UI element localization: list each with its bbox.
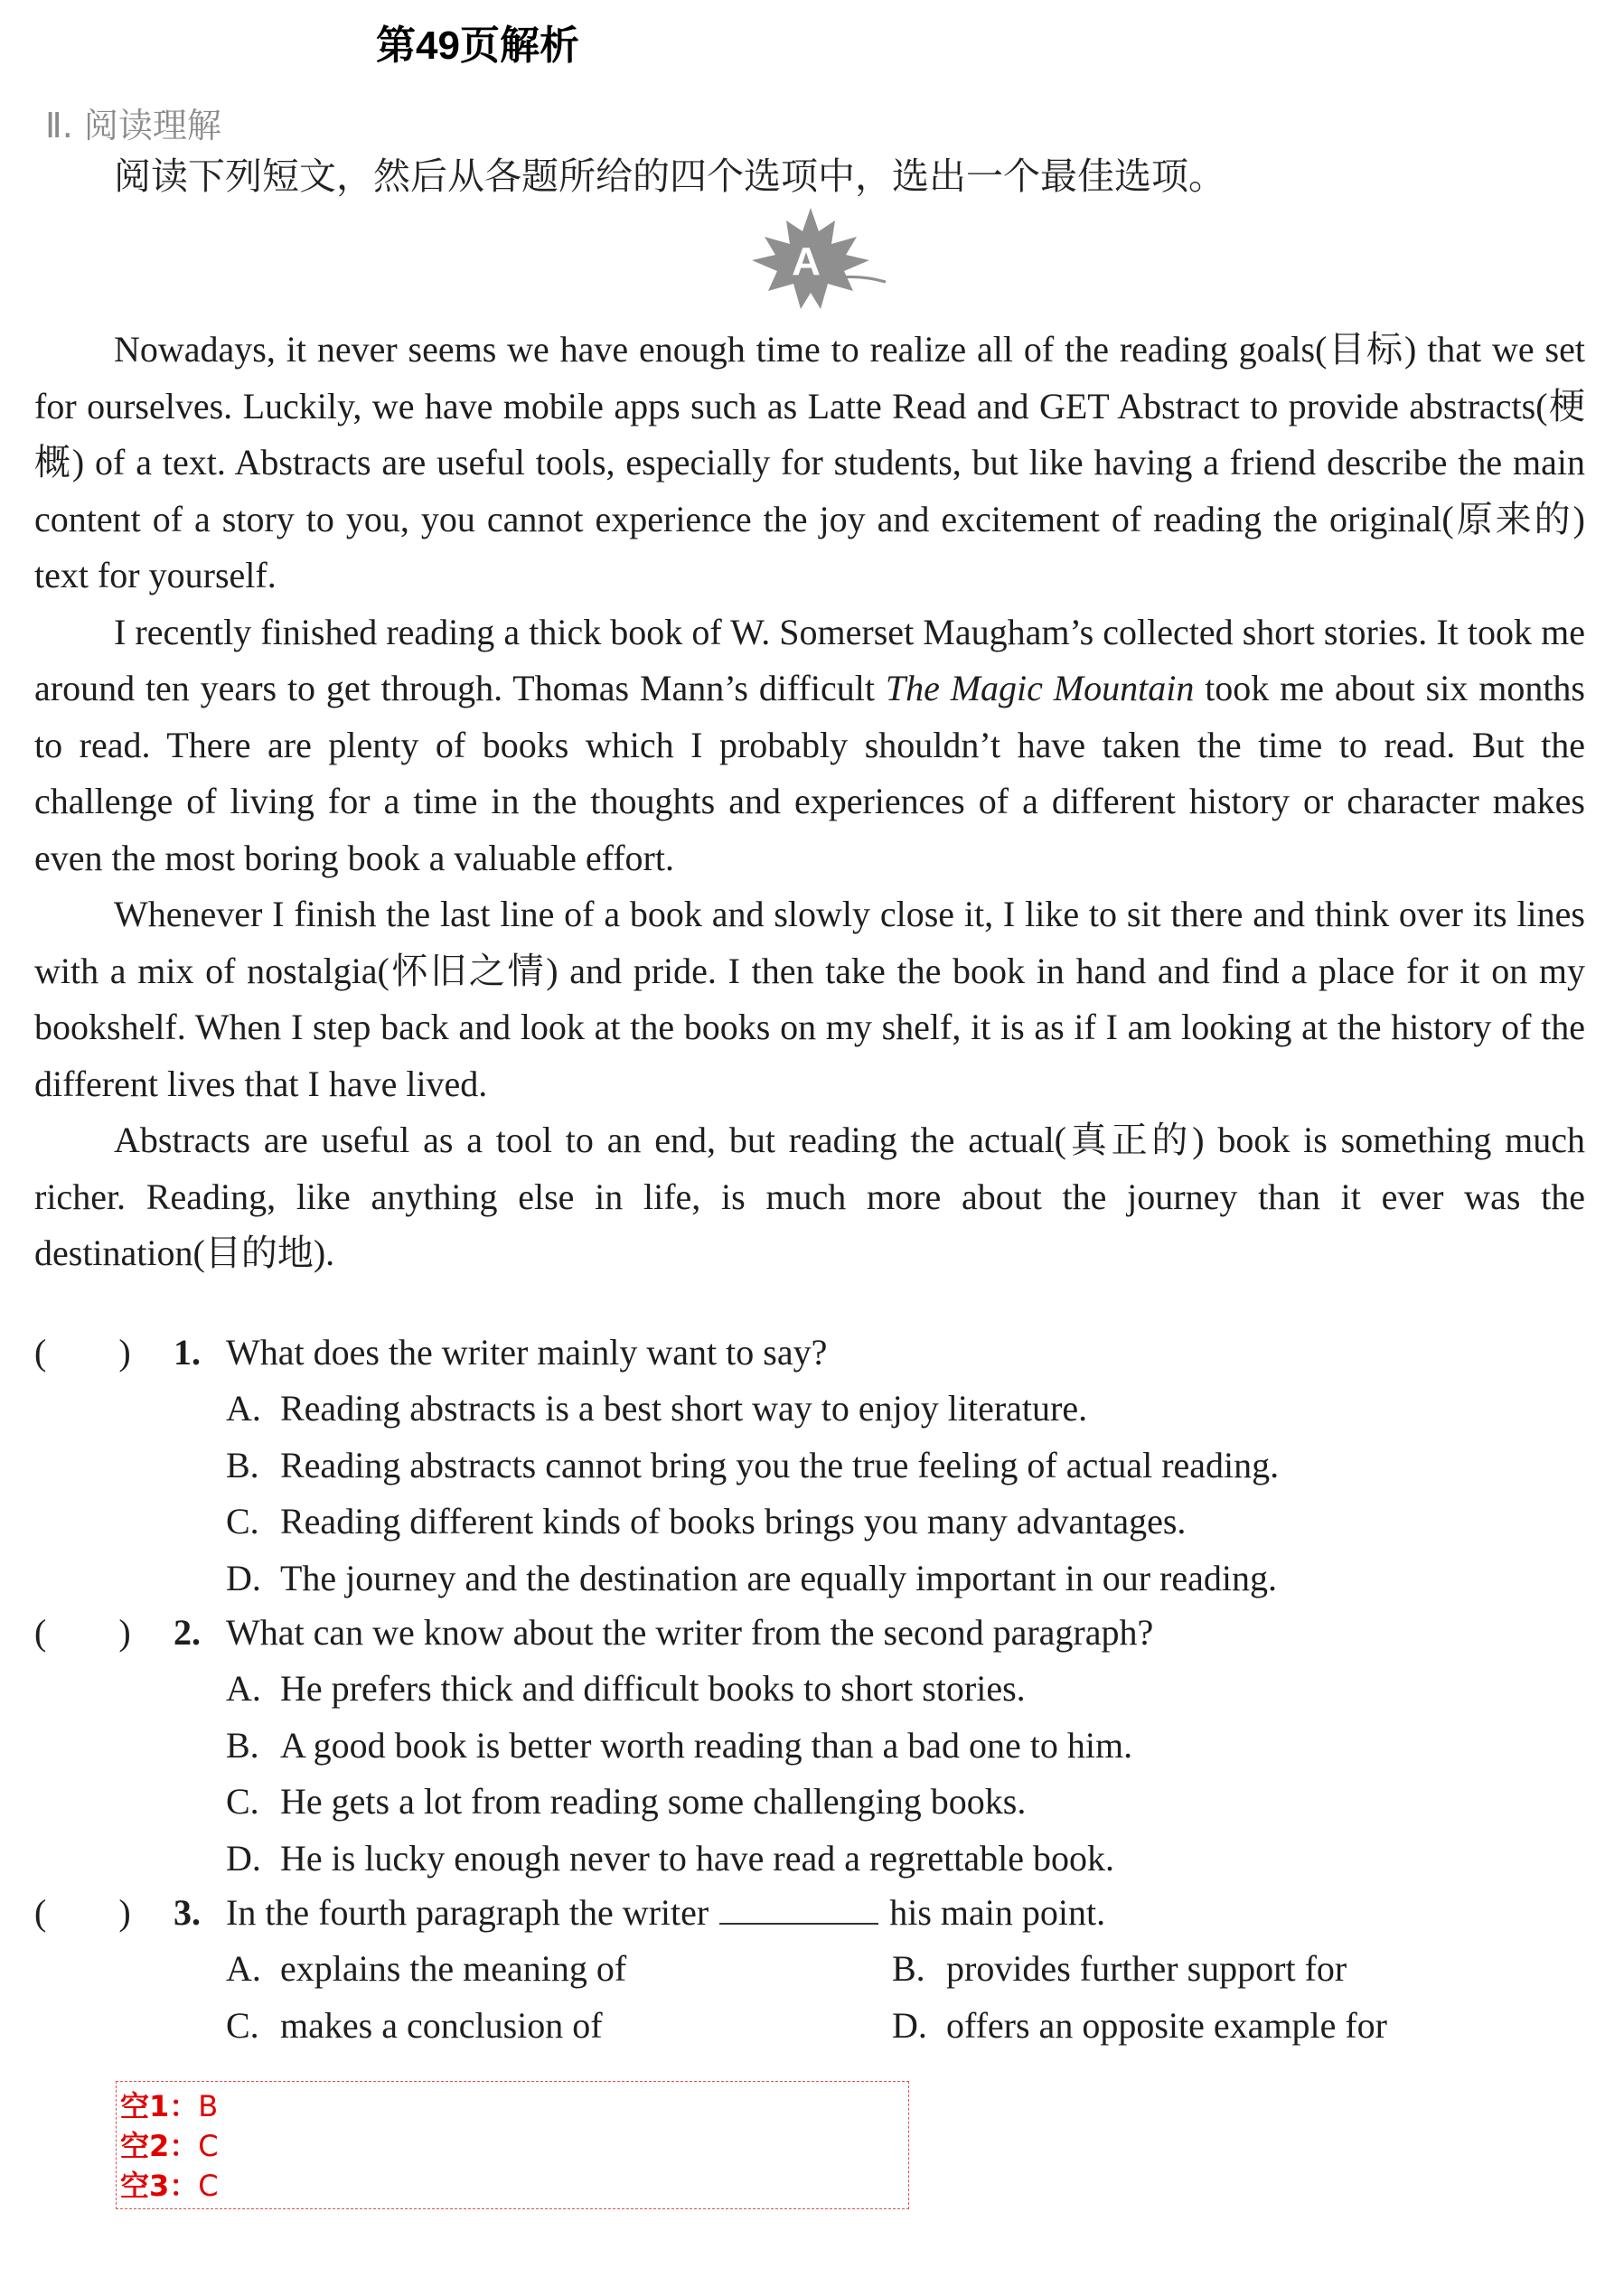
fill-blank[interactable] bbox=[719, 1887, 878, 1925]
book-title: The Magic Mountain bbox=[885, 668, 1195, 708]
option-d[interactable]: D. The journey and the destination are equally important in our reading. bbox=[226, 1557, 1277, 1598]
answer-key-box bbox=[116, 2081, 909, 2209]
passage-paragraph-1: Nowadays, it never seems we have enough time to realize all of the reading goals(目标) that we set for ourselves. Luckily, we have mobile apps such as Latte Read and GET Abstract to provide abstracts(梗概) of a text. Abstracts are useful tools, especially for students, but like having a friend describe the main content of a story to you, you cannot experience the joy and excitement of reading the original(原来的) text for yourself. bbox=[34, 329, 1585, 595]
reading-passage bbox=[34, 322, 1585, 1282]
question-number: 1. bbox=[174, 1332, 201, 1373]
maple-leaf-badge bbox=[734, 204, 887, 316]
instruction-text: 阅读下列短文，然后从各题所给的四个选项中，选出一个最佳选项。 bbox=[114, 155, 1225, 198]
passage-paragraph-4: Abstracts are useful as a tool to an end, but reading the actual(真正的) book is something much richer. Reading, like anything else in life, is much more about the journey than it ever was the destination(目的地). bbox=[34, 1120, 1585, 1273]
passage-paragraph-2: I recently finished reading a thick book of W. Somerset Maugham’s collected short stories. It took me around ten years to get through. Thomas Mann’s difficult The Magic Mountain took me about six months to read. There are plenty of books which I probably shouldn’t have taken the time to read. But the challenge of living for a time in the thoughts and experiences of a different history or character makes even the most boring book a valuable effort. bbox=[34, 611, 1585, 878]
option-c[interactable]: C. He gets a lot from reading some challenging books. bbox=[226, 1781, 1027, 1822]
answer-bracket[interactable]: ( ) bbox=[34, 1892, 131, 1933]
question-stem: In the fourth paragraph the writer his main point. bbox=[226, 1885, 1105, 1941]
option-b[interactable]: B. Reading abstracts cannot bring you the true feeling of actual reading. bbox=[226, 1444, 1280, 1485]
option-d[interactable]: D. He is lucky enough never to have read a regrettable book. bbox=[226, 1837, 1114, 1879]
option-b[interactable]: B. provides further support for bbox=[892, 1948, 1347, 1989]
question-stem: What can we know about the writer from the second paragraph? bbox=[226, 1612, 1154, 1653]
page-title: 第49页解析 bbox=[376, 23, 579, 68]
answer-bracket[interactable]: ( ) bbox=[34, 1332, 131, 1373]
option-a[interactable]: A. explains the meaning of bbox=[226, 1948, 627, 1989]
question-number: 2. bbox=[174, 1612, 201, 1653]
passage-badge-letter: A bbox=[792, 239, 821, 284]
option-b[interactable]: B. A good book is better worth reading than a bad one to him. bbox=[226, 1724, 1133, 1766]
option-a[interactable]: A. Reading abstracts is a best short way to enjoy literature. bbox=[226, 1388, 1088, 1429]
section-heading: Ⅱ. 阅读理解 bbox=[45, 106, 221, 145]
question-number: 3. bbox=[174, 1892, 201, 1933]
answer-row-3: 空3：C bbox=[120, 2169, 219, 2203]
passage-paragraph-3: Whenever I finish the last line of a book and slowly close it, I like to sit there and think over its lines with a mix of nostalgia(怀旧之情) and pride. I then take the book in hand and find a place for it on my bookshelf. When I step back and look at the books on my shelf, it is as if I am looking at the history of the different lives that I have lived. bbox=[34, 894, 1585, 1104]
question-stem: What does the writer mainly want to say? bbox=[226, 1332, 828, 1373]
answer-row-1: 空1：B bbox=[120, 2089, 219, 2123]
option-c[interactable]: C. Reading different kinds of books brings you many advantages. bbox=[226, 1501, 1187, 1542]
answer-row-2: 空2：C bbox=[120, 2129, 219, 2163]
answer-bracket[interactable]: ( ) bbox=[34, 1612, 131, 1653]
option-a[interactable]: A. He prefers thick and difficult books to short stories. bbox=[226, 1668, 1026, 1709]
option-c[interactable]: C. makes a conclusion of bbox=[226, 2004, 603, 2046]
option-d[interactable]: D. offers an opposite example for bbox=[892, 2004, 1387, 2046]
